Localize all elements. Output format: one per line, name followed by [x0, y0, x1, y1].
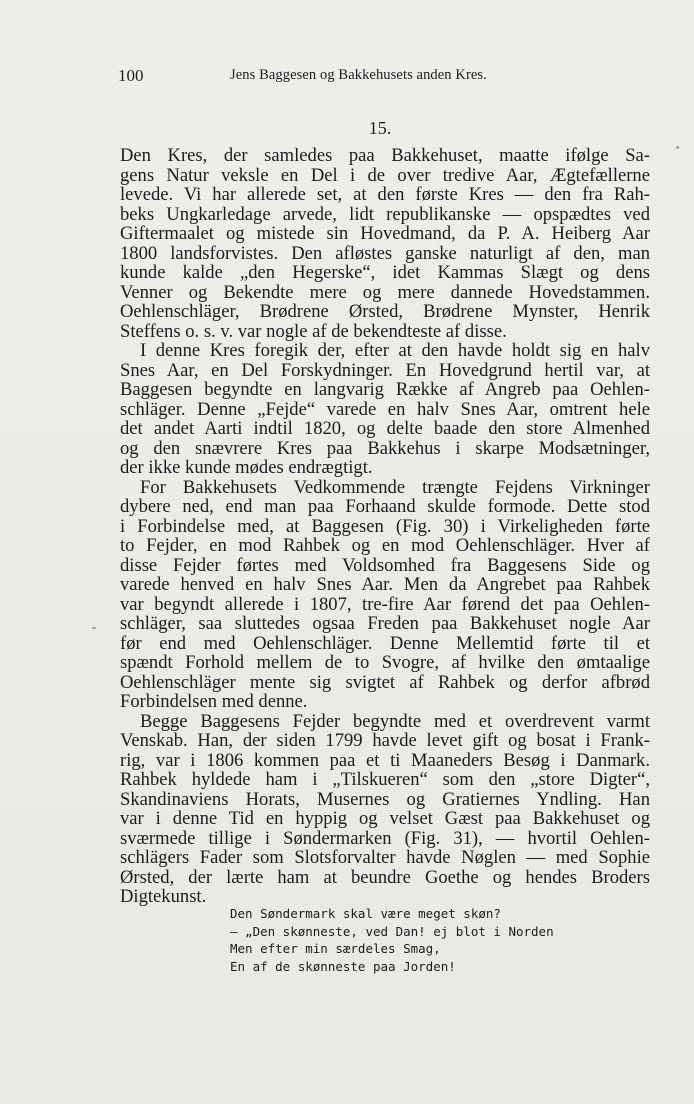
- poem-quote: [230, 905, 590, 975]
- text-line: schlägers Fader som Slotsforvalter havde Nøglen — med Sophie: [120, 847, 650, 868]
- text-line: Skandinaviens Horats, Musernes og Gratiernes Yndling. Han: [120, 788, 650, 810]
- poem-line: Men efter min særdeles Smag,: [230, 941, 441, 956]
- text-line: Den Kres, der samledes paa Bakkehuset, maatte ifølge Sa-: [120, 145, 650, 166]
- text-line: Oehlenschläger, Brødrene Ørsted, Brødrene Mynster, Henrik: [120, 301, 650, 322]
- text-line: Forbindelsen med denne.: [120, 691, 308, 712]
- paper-speck: [92, 627, 96, 629]
- text-line: Venner og Bekendte mere og mere dannede Hovedstammen.: [120, 281, 650, 303]
- text-line: Venskab. Han, der siden 1799 havde levet gift og bosat i Frank-: [120, 730, 650, 751]
- text-line: Giftermaalet og mistede sin Hovedmand, da P. A. Heiberg Aar: [120, 223, 650, 244]
- text-line: før end med Oehlenschläger. Denne Mellemtid førte til et: [120, 632, 650, 654]
- text-line: Begge Baggesens Fejder begyndte med et overdrevent varmt: [140, 710, 650, 732]
- paper-speck: [676, 146, 679, 149]
- text-line: Steffens o. s. v. var nogle af de bekendteste af disse.: [120, 320, 507, 342]
- paragraph-3: [120, 478, 650, 712]
- poem-line: — „Den skønneste, ved Dan! ej blot i Norden: [230, 923, 554, 939]
- text-line: Baggesen begyndte en langvarig Række af Angreb paa Oehlen-: [120, 379, 650, 400]
- text-line: gens Natur veksle en Del i de over tredive Aar, Ægtefællerne: [120, 164, 650, 186]
- text-line: dybere ned, end man paa Forhaand skulde formode. Dette stod: [120, 496, 650, 517]
- poem-line: En af de skønneste paa Jorden!: [230, 958, 456, 974]
- text-line: var i denne Tid en hyppig og velset Gæst paa Bakkehuset og: [120, 808, 650, 829]
- text-line: Ørsted, der lærte ham at beundre Goethe og hendes Broders: [120, 866, 650, 888]
- text-line: Oehlenschläger mente sig svigtet af Rahbek og derfor afbrød: [120, 671, 650, 693]
- paragraph-2: [120, 341, 650, 478]
- text-line: der ikke kunde mødes endrægtigt.: [120, 457, 373, 478]
- text-line: beks Ungkarledage arvede, lidt republikanske — opspædtes ved: [120, 203, 650, 225]
- text-line: i Forbindelse med, at Baggesen (Fig. 30) i Virkeligheden førte: [120, 515, 650, 537]
- text-line: rig, var i 1806 kommen paa et ti Maaneders Besøg i Danmark.: [120, 749, 650, 771]
- text-line: det andet Aarti indtil 1820, og delte baade den store Almenhed: [120, 418, 650, 439]
- running-head: Jens Baggesen og Bakkehusets anden Kres.: [230, 67, 487, 83]
- body-text: [120, 146, 650, 907]
- page-number: 100: [118, 66, 144, 85]
- text-line: og den snævrere Kres paa Bakkehus i skarpe Modsætninger,: [120, 437, 650, 459]
- page-header: [118, 66, 558, 90]
- text-line: disse Fejder førtes med Voldsomhed fra Baggesens Side og: [120, 554, 650, 576]
- text-line: 1800 landsforvistes. Den afløstes ganske naturligt af den, man: [120, 242, 650, 264]
- text-line: schläger. Denne „Fejde“ varede en halv Snes Aar, omtrent hele: [120, 398, 650, 420]
- text-line: Snes Aar, en Del Forskydninger. En Hovedgrund hertil var, at: [120, 359, 650, 381]
- paragraph-1: [120, 146, 650, 341]
- section-number: 15.: [368, 118, 392, 138]
- paragraph-4: [120, 712, 650, 907]
- text-line: Rahbek hyldede ham i „Tilskueren“ som den „store Digter“,: [120, 769, 650, 790]
- text-line: kunde kalde „den Hegerske“, idet Kammas Slægt og dens: [120, 262, 650, 283]
- text-line: spændt Forhold mellem de to Svogre, af hvilke den ømtaalige: [120, 652, 650, 673]
- text-line: I denne Kres foregik der, efter at den havde holdt sig en halv: [140, 340, 650, 361]
- text-line: Digtekunst.: [120, 886, 207, 907]
- text-line: schläger, saa sluttedes ogsaa Freden paa Bakkehuset nogle Aar: [120, 613, 650, 634]
- text-line: sværmede tillige i Søndermarken (Fig. 31), — hvortil Oehlen-: [120, 827, 650, 849]
- text-line: levede. Vi har allerede set, at den første Kres — den fra Rah-: [120, 184, 650, 205]
- text-line: varede henved en halv Snes Aar. Men da Angrebet paa Rahbek: [120, 574, 650, 595]
- text-line: For Bakkehusets Vedkommende trængte Fejdens Virkninger: [140, 476, 650, 498]
- text-line: to Fejder, en mod Rahbek og en mod Oehlenschläger. Hver af: [120, 535, 650, 556]
- text-line: var begyndt allerede i 1807, tre-fire Aar førend det paa Oehlen-: [120, 593, 650, 615]
- poem-line: Den Søndermark skal være meget skøn?: [230, 906, 501, 921]
